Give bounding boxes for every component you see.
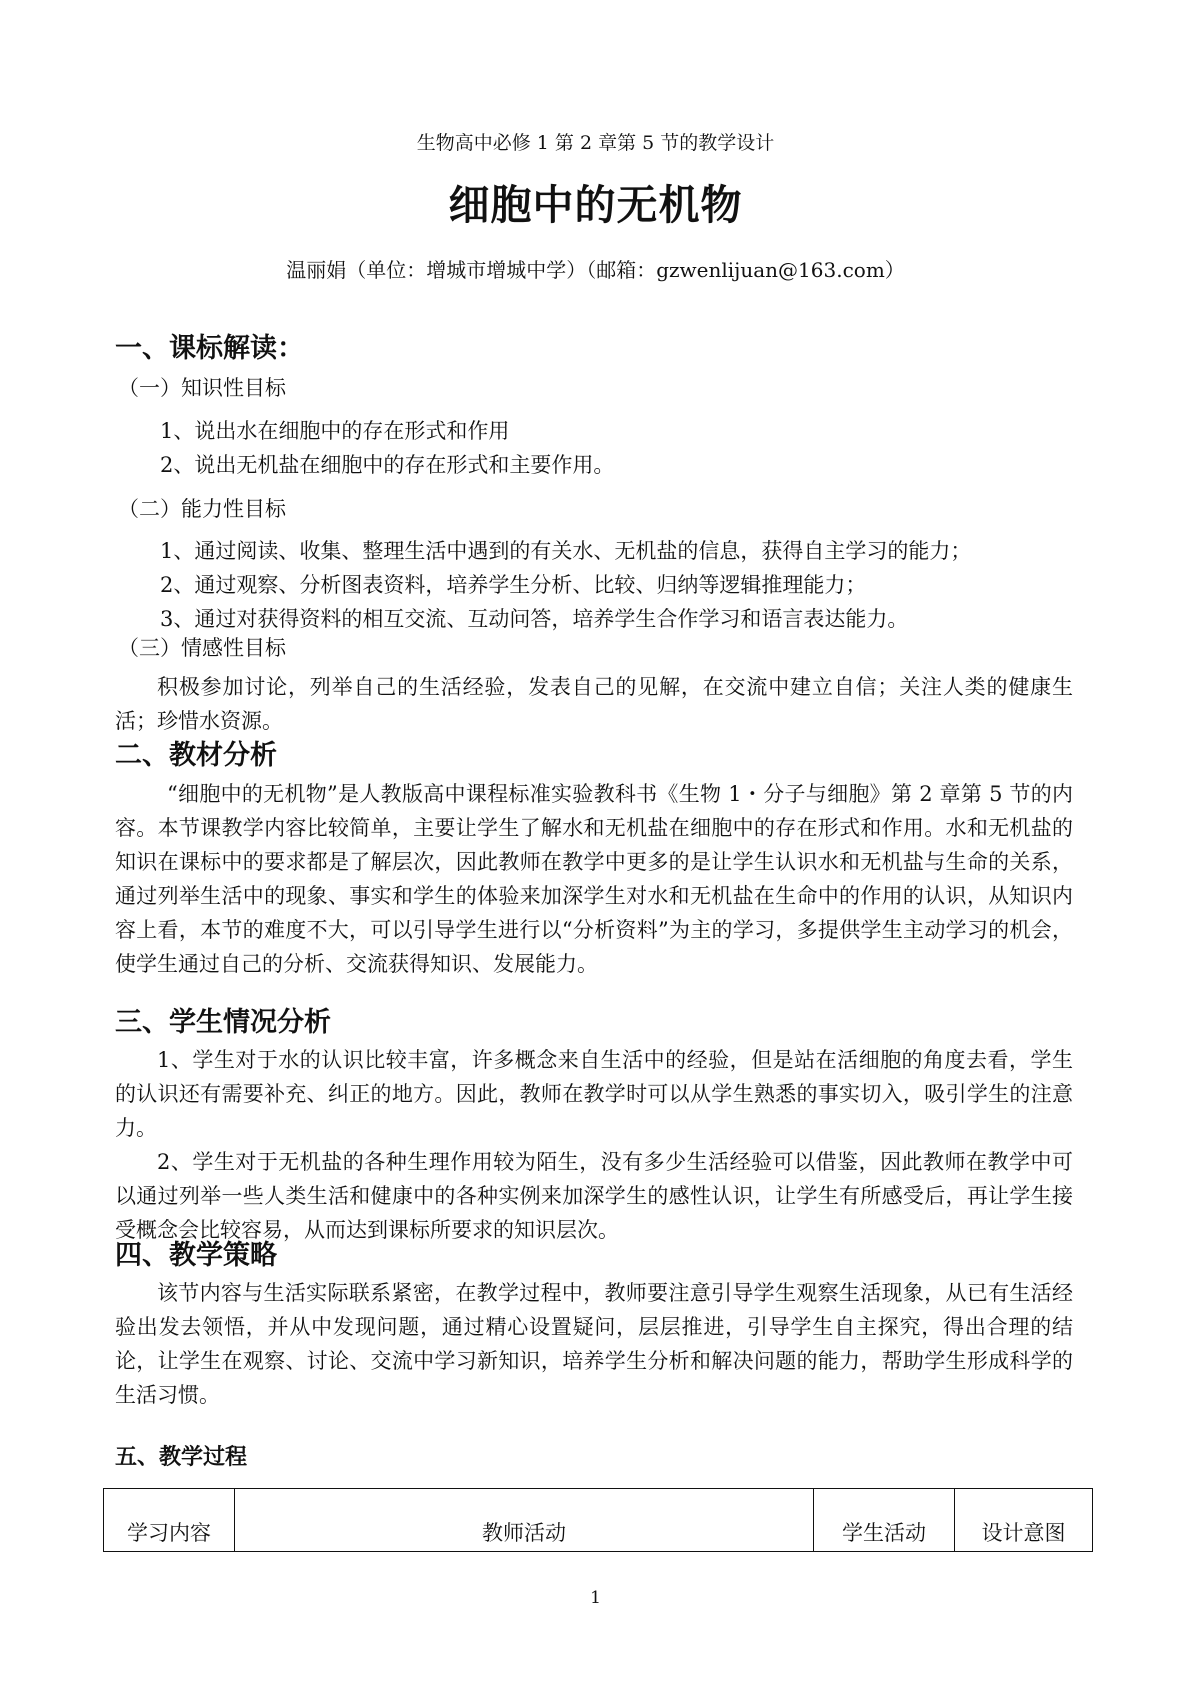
list-item: 1、说出水在细胞中的存在形式和作用 bbox=[160, 419, 510, 443]
document-title: 细胞中的无机物 bbox=[448, 181, 743, 229]
section-5-heading: 五、教学过程 bbox=[115, 1445, 248, 1470]
table-header-cell: 设计意图 bbox=[955, 1489, 1093, 1552]
list-item: 1、通过阅读、收集、整理生活中遇到的有关水、无机盐的信息，获得自主学习的能力； bbox=[160, 539, 972, 563]
document-subtitle: 生物高中必修 1 第 2 章第 5 节的教学设计 bbox=[416, 132, 775, 154]
table-header-row bbox=[104, 1489, 1093, 1552]
paragraph: 2、学生对于无机盐的各种生理作用较为陌生，没有多少生活经验可以借鉴，因此教师在教学中可以通过列举一些人类生活和健康中的各种实例来加深学生的感性认识，让学生有所感受后，再让学生接受概念会比较容易，从而达到课标所要求的知识层次。 bbox=[115, 1150, 1073, 1242]
section-2-heading: 二、教材分析 bbox=[115, 740, 277, 771]
list-item: 2、说出无机盐在细胞中的存在形式和主要作用。 bbox=[160, 453, 615, 477]
section-1-sub-1-heading: （一）知识性目标 bbox=[118, 376, 286, 400]
page-number: 1 bbox=[590, 1588, 601, 1608]
teaching-process-table bbox=[103, 1488, 1093, 1552]
paragraph: 积极参加讨论，列举自己的生活经验，发表自己的见解，在交流中建立自信；关注人类的健康生活；珍惜水资源。 bbox=[115, 675, 1073, 733]
paragraph: “细胞中的无机物”是人教版高中课程标准实验教科书《生物 1・分子与细胞》第 2 章第 5 节的内容。本节课教学内容比较简单，主要让学生了解水和无机盐在细胞中的存在形式和作用。水和无机盐的知识在课标中的要求都是了解层次，因此教师在教学中更多的是让学生认识水和无机盐与生命的关系，通过列举生活中的现象、事实和学生的体验来加深学生对水和无机盐在生命中的作用的认识，从知识内容上看，本节的难度不大，可以引导学生进行以“分析资料”为主的学习，多提供学生主动学习的机会，使学生通过自己的分析、交流获得知识、发展能力。 bbox=[115, 782, 1073, 976]
list-item: 3、通过对获得资料的相互交流、互动问答，培养学生合作学习和语言表达能力。 bbox=[160, 607, 909, 631]
table-header-cell: 教师活动 bbox=[235, 1489, 814, 1552]
section-3-heading: 三、学生情况分析 bbox=[115, 1007, 331, 1038]
list-item: 2、通过观察、分析图表资料，培养学生分析、比较、归纳等逻辑推理能力； bbox=[160, 573, 867, 597]
paragraph: 1、学生对于水的认识比较丰富，许多概念来自生活中的经验，但是站在活细胞的角度去看，学生的认识还有需要补充、纠正的地方。因此，教师在教学时可以从学生熟悉的事实切入，吸引学生的注意力。 bbox=[115, 1048, 1073, 1140]
table-header-cell: 学习内容 bbox=[104, 1489, 235, 1552]
section-4-heading: 四、教学策略 bbox=[115, 1240, 277, 1271]
section-1-sub-3-heading: （三）情感性目标 bbox=[118, 636, 286, 660]
table-header-cell: 学生活动 bbox=[814, 1489, 955, 1552]
section-1-sub-2-heading: （二）能力性目标 bbox=[118, 497, 286, 521]
paragraph: 该节内容与生活实际联系紧密，在教学过程中，教师要注意引导学生观察生活现象，从已有生活经验出发去领悟，并从中发现问题，通过精心设置疑问，层层推进，引导学生自主探究，得出合理的结论，让学生在观察、讨论、交流中学习新知识，培养学生分析和解决问题的能力，帮助学生形成科学的生活习惯。 bbox=[115, 1281, 1073, 1407]
author-line: 温丽娟（单位：增城市增城中学）（邮箱：gzwenlijuan@163.com） bbox=[286, 258, 905, 282]
section-1-heading: 一、课标解读： bbox=[115, 333, 304, 364]
